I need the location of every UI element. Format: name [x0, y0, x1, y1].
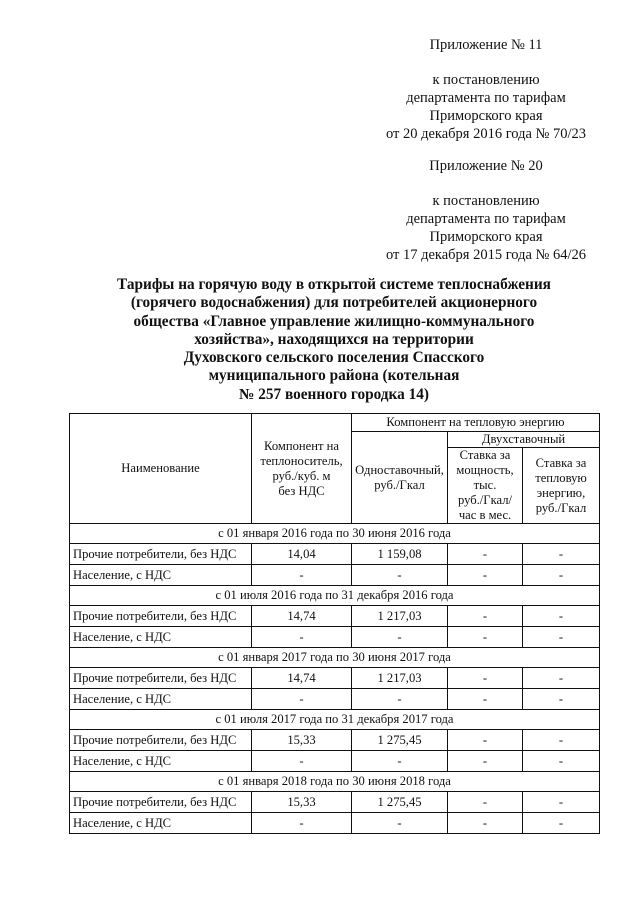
- cell-carrier: -: [252, 565, 352, 586]
- row-name: Население, с НДС: [70, 813, 252, 834]
- appendix-20-line2: департамента по тарифам: [406, 211, 566, 227]
- header-two-rate: Двухставочный: [448, 432, 600, 448]
- cell-capacity: -: [448, 627, 523, 648]
- cell-energy: -: [523, 730, 600, 751]
- cell-carrier: 15,33: [252, 730, 352, 751]
- cell-carrier: -: [252, 689, 352, 710]
- row-name: Население, с НДС: [70, 565, 252, 586]
- appendix-20-title: Приложение № 20: [429, 158, 543, 174]
- header-carrier: Компонент на теплоноситель, руб./куб. м без НДС: [252, 414, 352, 524]
- table-row: [70, 689, 600, 710]
- cell-capacity: -: [448, 751, 523, 772]
- cell-energy: -: [523, 813, 600, 834]
- cell-capacity: -: [448, 792, 523, 813]
- cell-energy: -: [523, 751, 600, 772]
- row-name: Население, с НДС: [70, 689, 252, 710]
- cell-single: 1 217,03: [352, 606, 448, 627]
- row-name: Население, с НДС: [70, 627, 252, 648]
- appendix-20-line3: Приморского края: [429, 229, 543, 245]
- cell-single: 1 275,45: [352, 730, 448, 751]
- table-row: [70, 565, 600, 586]
- table-row: [70, 792, 600, 813]
- cell-single: -: [352, 751, 448, 772]
- period-label: с 01 января 2017 года по 30 июня 2017 года: [70, 648, 600, 668]
- cell-capacity: -: [448, 565, 523, 586]
- cell-single: -: [352, 689, 448, 710]
- cell-single: -: [352, 627, 448, 648]
- title-line: Тарифы на горячую воду в открытой системе теплоснабжения: [117, 276, 551, 293]
- cell-single: 1 159,08: [352, 544, 448, 565]
- cell-single: -: [352, 813, 448, 834]
- cell-capacity: -: [448, 606, 523, 627]
- period-row: [70, 524, 600, 544]
- cell-carrier: 15,33: [252, 792, 352, 813]
- table-row: [70, 668, 600, 689]
- cell-energy: -: [523, 627, 600, 648]
- row-name: Прочие потребители, без НДС: [70, 730, 252, 751]
- cell-carrier: -: [252, 813, 352, 834]
- period-label: с 01 января 2018 года по 30 июня 2018 года: [70, 772, 600, 792]
- cell-energy: -: [523, 792, 600, 813]
- row-name: Прочие потребители, без НДС: [70, 544, 252, 565]
- table-row: [70, 544, 600, 565]
- cell-capacity: -: [448, 689, 523, 710]
- table-row: [70, 606, 600, 627]
- period-label: с 01 июля 2017 года по 31 декабря 2017 года: [70, 710, 600, 730]
- period-row: [70, 586, 600, 606]
- appendix-20-block: [372, 157, 600, 264]
- document-title: [90, 276, 578, 404]
- tariffs-table: [69, 413, 600, 834]
- row-name: Прочие потребители, без НДС: [70, 668, 252, 689]
- cell-energy: -: [523, 565, 600, 586]
- appendix-11-line1: к постановлению: [432, 72, 540, 88]
- title-line: общества «Главное управление жилищно-коммунального: [133, 312, 535, 330]
- period-row: [70, 772, 600, 792]
- header-capacity-rate: Ставка за мощность, тыс. руб./Гкал/ час в мес.: [448, 448, 523, 524]
- cell-carrier: 14,74: [252, 606, 352, 627]
- cell-single: 1 275,45: [352, 792, 448, 813]
- cell-capacity: -: [448, 544, 523, 565]
- header-energy-group: Компонент на тепловую энергию: [352, 414, 600, 432]
- header-name: Наименование: [70, 414, 252, 524]
- cell-capacity: -: [448, 813, 523, 834]
- title-line: хозяйства», находящихся на территории: [194, 330, 474, 348]
- appendix-11-title: Приложение № 11: [429, 37, 543, 53]
- appendix-11-line4: от 20 декабря 2016 года № 70/23: [385, 126, 587, 142]
- cell-energy: -: [523, 606, 600, 627]
- appendix-11-block: [372, 36, 600, 143]
- cell-energy: -: [523, 544, 600, 565]
- cell-carrier: -: [252, 751, 352, 772]
- cell-single: 1 217,03: [352, 668, 448, 689]
- row-name: Население, с НДС: [70, 751, 252, 772]
- header-single-rate: Одноставочный, руб./Гкал: [352, 432, 448, 524]
- title-line: муниципального района (котельная: [208, 367, 460, 385]
- appendix-11-line2: департамента по тарифам: [406, 90, 566, 106]
- table-row: [70, 627, 600, 648]
- cell-energy: -: [523, 668, 600, 689]
- appendix-20-line1: к постановлению: [432, 193, 540, 209]
- period-row: [70, 648, 600, 668]
- cell-carrier: -: [252, 627, 352, 648]
- title-line: № 257 военного городка 14): [239, 385, 429, 403]
- row-name: Прочие потребители, без НДС: [70, 792, 252, 813]
- cell-energy: -: [523, 689, 600, 710]
- row-name: Прочие потребители, без НДС: [70, 606, 252, 627]
- title-line: Духовского сельского поселения Спасского: [183, 349, 485, 367]
- cell-capacity: -: [448, 730, 523, 751]
- cell-carrier: 14,04: [252, 544, 352, 565]
- period-row: [70, 710, 600, 730]
- table-row: [70, 730, 600, 751]
- cell-carrier: 14,74: [252, 668, 352, 689]
- period-label: с 01 января 2016 года по 30 июня 2016 года: [70, 524, 600, 544]
- appendix-11-line3: Приморского края: [429, 108, 543, 124]
- appendix-20-line4: от 17 декабря 2015 года № 64/26: [385, 247, 587, 263]
- cell-capacity: -: [448, 668, 523, 689]
- table-row: [70, 751, 600, 772]
- period-label: с 01 июля 2016 года по 31 декабря 2016 года: [70, 586, 600, 606]
- table-row: [70, 813, 600, 834]
- header-energy-rate: Ставка за тепловую энергию, руб./Гкал: [523, 448, 600, 524]
- title-line: (горячего водоснабжения) для потребителей акционерного: [130, 294, 538, 312]
- cell-single: -: [352, 565, 448, 586]
